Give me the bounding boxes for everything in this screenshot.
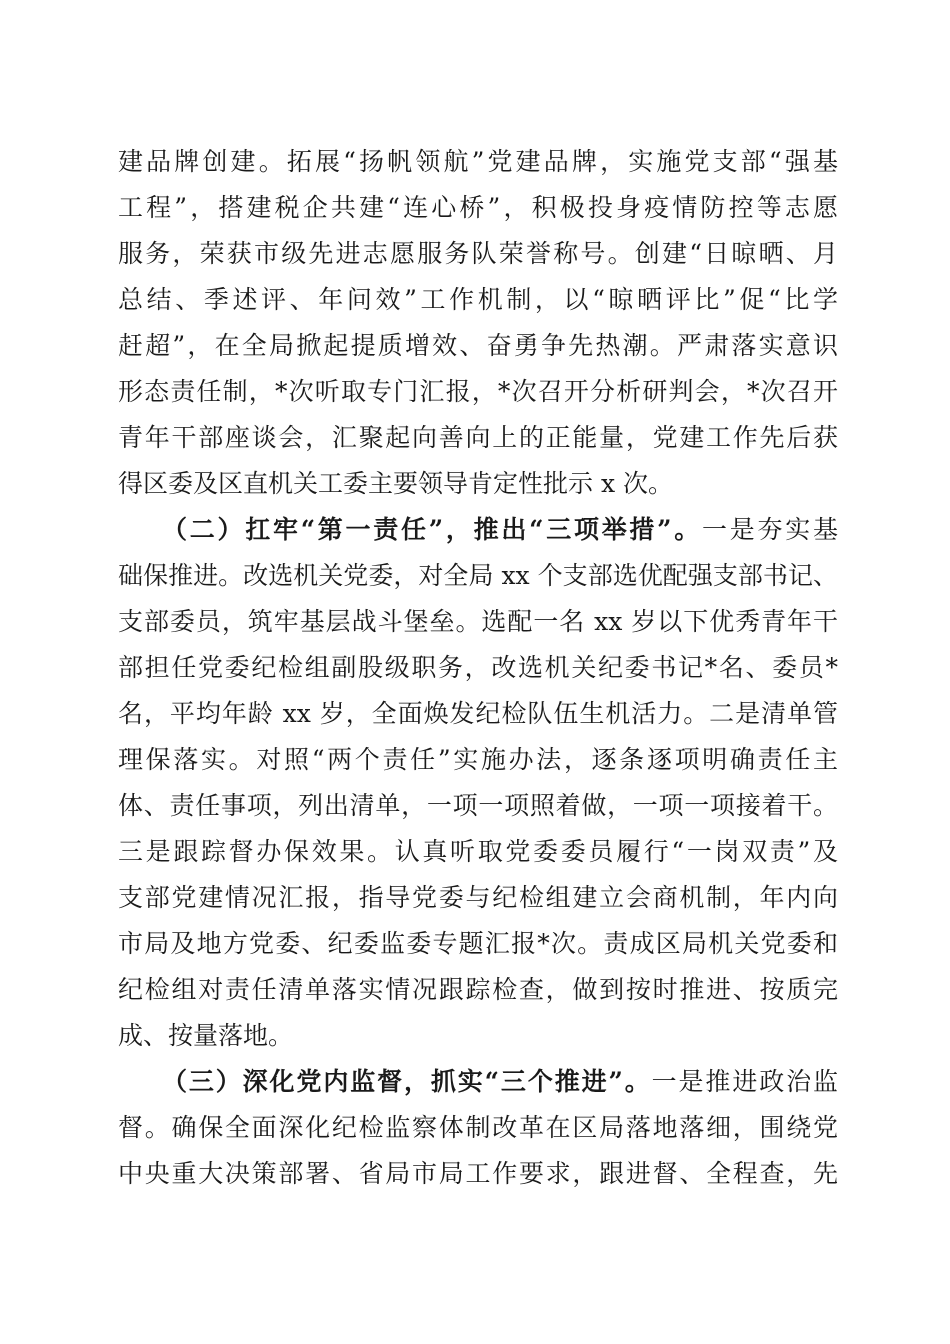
paragraph-1-line-8: 得区委及区直机关工委主要领导肯定性批示 x 次。: [118, 469, 673, 498]
paragraph-3-heading: （三）深化党内监督，抓实“三个推进”。: [162, 1067, 652, 1096]
paragraph-2-line-8: 三是跟踪督办保效果。认真听取党委委员履行“一岗双责”及: [118, 837, 838, 866]
paragraph-2-line-10: 市局及地方党委、纪委监委专题汇报*次。责成区局机关党委和: [118, 929, 838, 958]
paragraph-2-first-line: [162, 510, 838, 550]
paragraph-1-line-5: 赶超”，在全局掀起提质增效、奋勇争先热潮。严肃落实意识: [118, 331, 838, 360]
paragraph-1-line-7: 青年干部座谈会，汇聚起向善向上的正能量，党建工作先后获: [118, 423, 838, 452]
paragraph-2-line-2: 础保推进。改选机关党委，对全局 xx 个支部选优配强支部书记、: [118, 561, 838, 590]
paragraph-2-line-11: 纪检组对责任清单落实情况跟踪检查，做到按时推进、按质完: [118, 975, 838, 1004]
paragraph-2-line-5: 名，平均年龄 xx 岁，全面焕发纪检队伍生机活力。二是清单管: [118, 699, 838, 728]
paragraph-3-first-line-rest: 一是推进政治监: [651, 1067, 838, 1096]
paragraph-2-heading: （二）扛牢“第一责任”，推出“三项举措”。: [162, 515, 703, 544]
paragraph-2-line-12: 成、按量落地。: [118, 1021, 294, 1050]
paragraph-2-line-4: 部担任党委纪检组副股级职务，改选机关纪委书记*名、委员*: [118, 653, 838, 682]
paragraph-2-first-line-rest: 一是夯实基: [702, 515, 838, 544]
paragraph-1-line-3: 服务，荣获市级先进志愿服务队荣誉称号。创建“日晾晒、月: [118, 239, 838, 268]
paragraph-1-line-2: 工程”，搭建税企共建“连心桥”，积极投身疫情防控等志愿: [118, 193, 838, 222]
paragraph-2-line-7: 体、责任事项，列出清单，一项一项照着做，一项一项接着干。: [118, 791, 838, 820]
paragraph-2-line-6: 理保落实。对照“两个责任”实施办法，逐条逐项明确责任主: [118, 745, 838, 774]
paragraph-2-line-3: 支部委员，筑牢基层战斗堡垒。选配一名 xx 岁以下优秀青年干: [118, 607, 838, 636]
paragraph-2-line-9: 支部党建情况汇报，指导党委与纪检组建立会商机制，年内向: [118, 883, 838, 912]
paragraph-1-line-1: 建品牌创建。拓展“扬帆领航”党建品牌，实施党支部“强基: [118, 147, 838, 176]
paragraph-1-line-4: 总结、季述评、年问效”工作机制，以“晾晒评比”促“比学: [118, 285, 838, 314]
paragraph-3-first-line: [162, 1062, 838, 1102]
paragraph-3-line-3: 中央重大决策部署、省局市局工作要求，跟进督、全程查，先: [118, 1159, 838, 1188]
paragraph-3-line-2: 督。确保全面深化纪检监察体制改革在区局落地落细，围绕党: [118, 1113, 838, 1142]
paragraph-1-line-6: 形态责任制，*次听取专门汇报，*次召开分析研判会，*次召开: [118, 377, 838, 406]
